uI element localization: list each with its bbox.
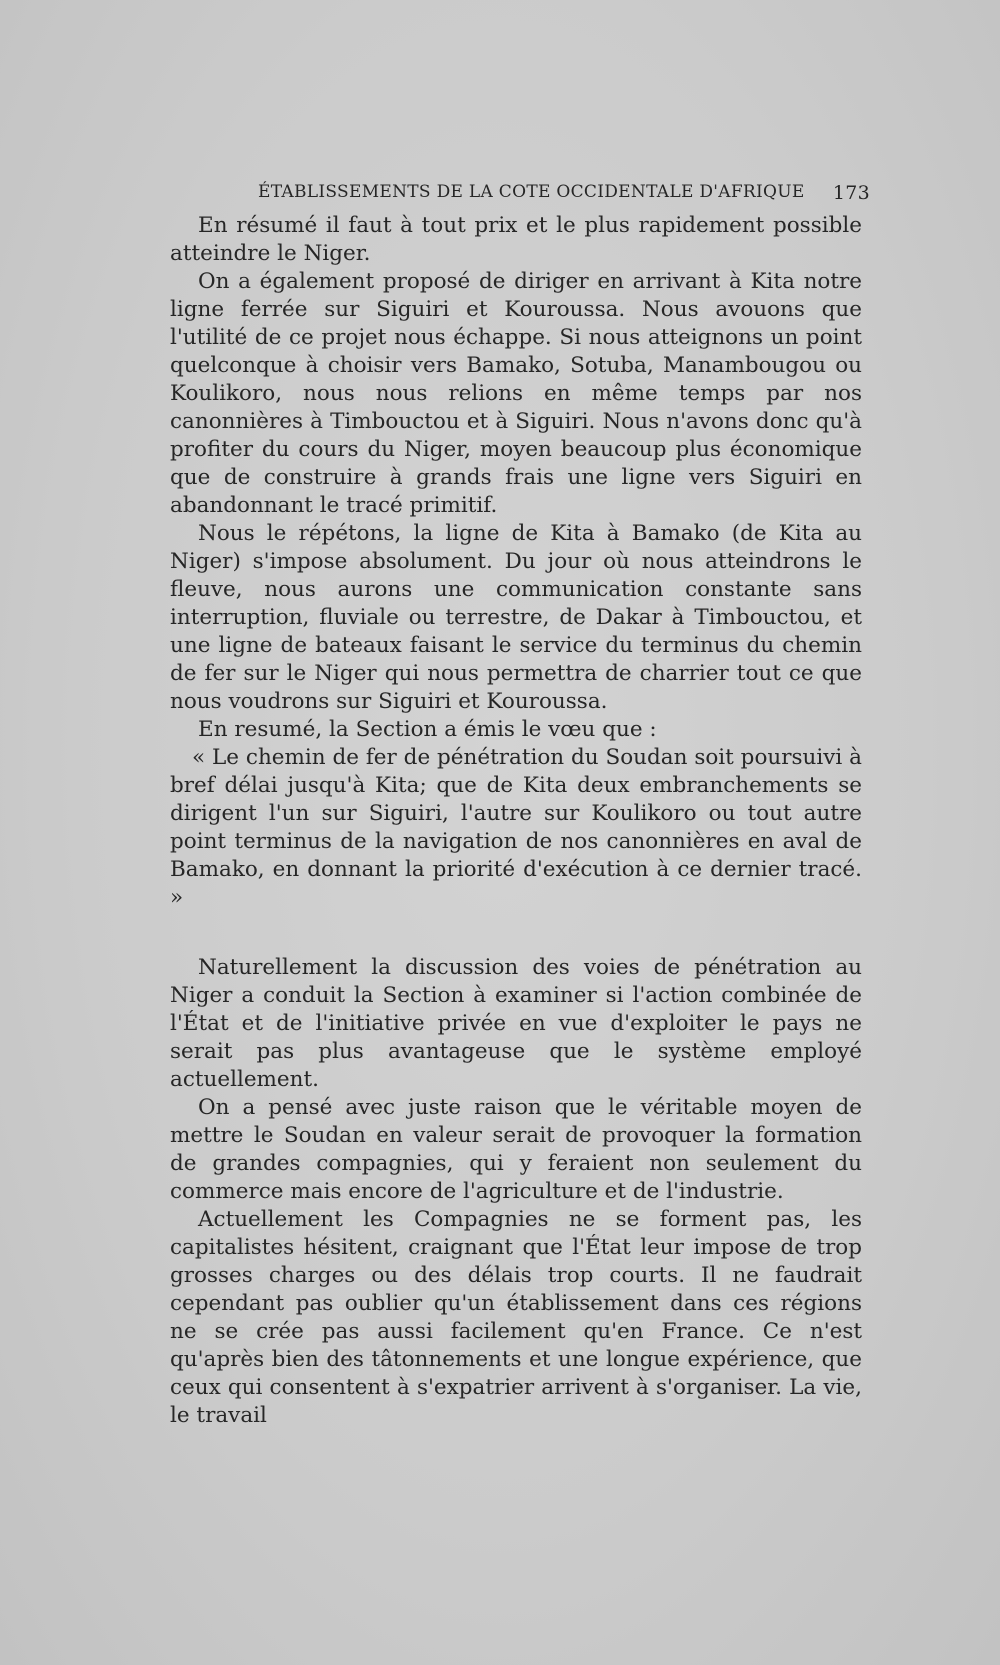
paragraph: En résumé il faut à tout prix et le plus rapidement possible atteindre le Niger. xyxy=(170,213,862,266)
quoted-resolution: « Le chemin de fer de pénétration du Soudan soit poursuivi à bref délai jusqu'à Kita; que de Kita deux embranchements se dirigent l'un sur Siguiri, l'autre sur Koulikoro ou tout autre point terminus de la navigation de nos canonnières en aval de Bamako, en donnant la priorité d'exécution à ce dernier tracé. » xyxy=(170,745,862,910)
section-break xyxy=(170,912,862,954)
page-number: 173 xyxy=(832,182,870,204)
paragraph: Actuellement les Compagnies ne se forment pas, les capitalistes hésitent, craignant que l'État leur impose de trop grosses charges ou des délais trop courts. Il ne faudrait cependant pas oublier qu'un établissement dans ces régions ne se crée pas aussi facilement qu'en France. Ce n'est qu'après bien des tâtonnements et une longue expérience, que ceux qui consentent à s'expatrier arrivent à s'organiser. La vie, le travail xyxy=(170,1207,862,1428)
paragraph: Naturellement la discussion des voies de pénétration au Niger a conduit la Section à examiner si l'action combinée de l'État et de l'initiative privée en vue d'exploiter le pays ne serait pas plus avantageuse que le système employé actuellement. xyxy=(170,955,862,1092)
paragraph: Nous le répétons, la ligne de Kita à Bamako (de Kita au Niger) s'impose absolument. Du jour où nous atteindrons le fleuve, nous aurons une communication constante sans interruption, fluviale ou terrestre, de Dakar à Timbouctou, et une ligne de bateaux faisant le service du terminus du chemin de fer sur le Niger qui nous permettra de charrier tout ce que nous voudrons sur Siguiri et Kouroussa. xyxy=(170,521,862,714)
running-title: ÉTABLISSEMENTS DE LA COTE OCCIDENTALE D'AFRIQUE xyxy=(258,182,805,202)
paragraph: On a également proposé de diriger en arrivant à Kita notre ligne ferrée sur Siguiri et Kouroussa. Nous avouons que l'utilité de ce projet nous échappe. Si nous atteignons un point quelconque à choisir vers Bamako, Sotuba, Manambougou ou Koulikoro, nous nous relions en même temps par nos canonnières à Timbouctou et à Siguiri. Nous n'avons donc qu'à profiter du cours du Niger, moyen beaucoup plus économique que de construire à grands frais une ligne vers Siguiri en abandonnant le tracé primitif. xyxy=(170,269,862,518)
running-header xyxy=(258,182,870,210)
paragraph: En resumé, la Section a émis le vœu que : xyxy=(198,717,657,742)
paragraph: On a pensé avec juste raison que le véritable moyen de mettre le Soudan en valeur serait de provoquer la formation de grandes compagnies, qui y feraient non seulement du commerce mais encore de l'agriculture et de l'industrie. xyxy=(170,1095,862,1204)
body-text xyxy=(170,212,862,1430)
